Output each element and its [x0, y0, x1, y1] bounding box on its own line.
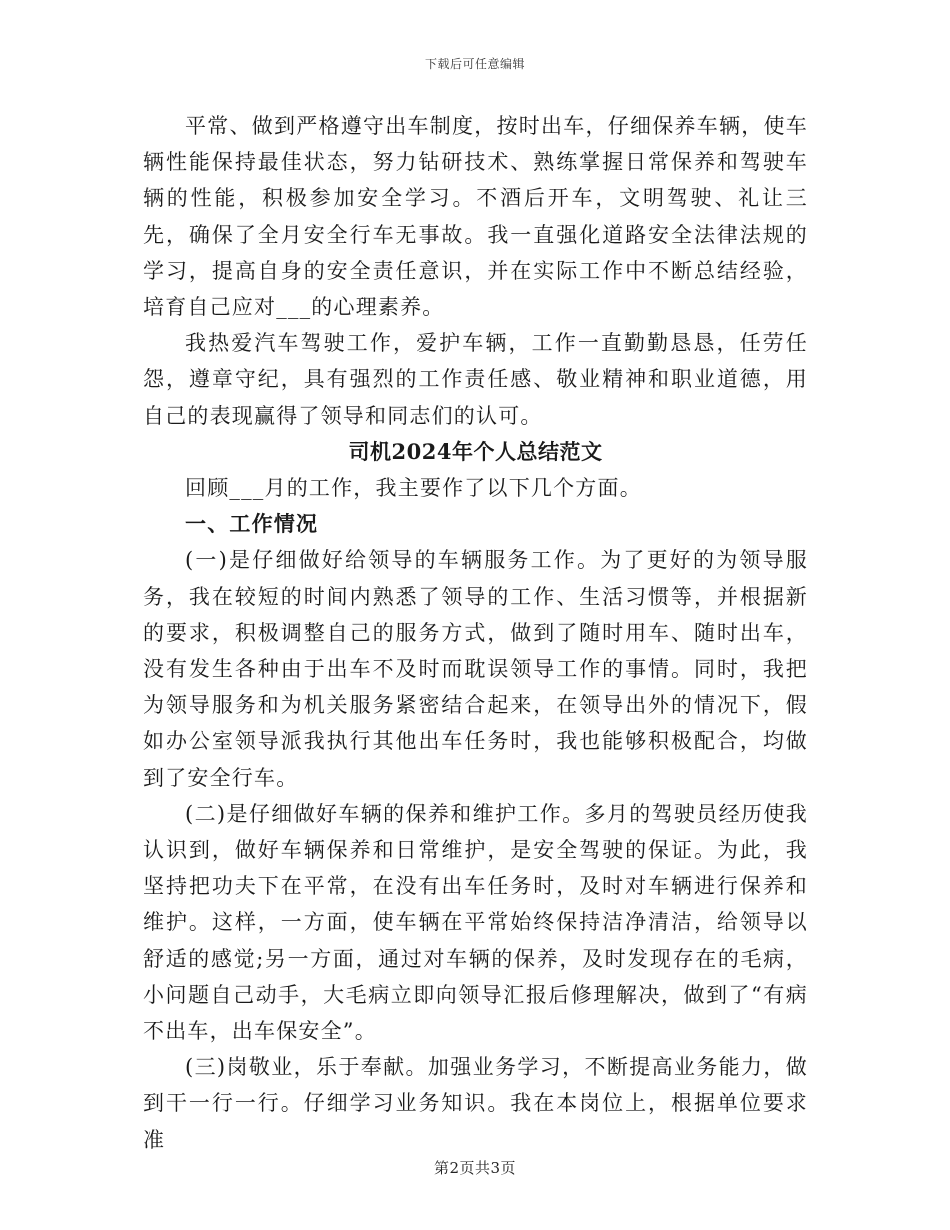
item-paragraph-1: (一)是仔细做好给领导的车辆服务工作。为了更好的为领导服务，我在较短的时间内熟悉了领导的工作、生活习惯等，并根据新的要求，积极调整自己的服务方式，做到了随时用车、随时出车，没有发生各种由于出车不及时而耽误领导工作的事情。同时，我把为领导服务和为机关服务紧密结合起来，在领导出外的情况下，假如办公室领导派我执行其他出车任务时，我也能够积极配合，均做到了安全行车。 — [143, 548, 808, 790]
intro-paragraph: 回顾___月的工作，我主要作了以下几个方面。 — [185, 476, 642, 501]
page-number-footer: 第2页共3页 — [433, 1159, 517, 1177]
paragraph-1: 平常、做到严格遵守出车制度，按时出车，仔细保养车辆，使车辆性能保持最佳状态，努力钻研技术、熟练掌握日常保养和驾驶车辆的性能，积极参加安全学习。不酒后开车，文明驾驶、礼让三先，确保了全月安全行车无事故。我一直强化道路安全法律法规的学习，提高自身的安全责任意识，并在实际工作中不断总结经验，培育自己应对___的心理素养。 — [143, 114, 808, 320]
item-paragraph-3: (三)岗敬业，乐于奉献。加强业务学习，不断提高业务能力，做到干一行一行。仔细学习业务知识。我在本岗位上，根据单位要求准 — [143, 1055, 808, 1152]
item-paragraph-2: (二)是仔细做好车辆的保养和维护工作。多月的驾驶员经历使我认识到，做好车辆保养和日常维护，是安全驾驶的保证。为此，我坚持把功夫下在平常，在没有出车任务时，及时对车辆进行保养和维护。这样，一方面，使车辆在平常始终保持洁净清洁，给领导以舒适的感觉;另一方面，通过对车辆的保养，及时发现存在的毛病，小问题自己动手，大毛病立即向领导汇报后修理解决，做到了“有病不出车，出车保安全”。 — [143, 801, 808, 1044]
sub-heading: 一、工作情况 — [185, 511, 319, 537]
paragraph-2: 我热爱汽车驾驶工作，爱护车辆，工作一直勤勤恳恳，任劳任怨，遵章守纪，具有强烈的工作责任感、敬业精神和职业道德，用自己的表现赢得了领导和同志们的认可。 — [143, 331, 808, 428]
section-title: 司机2024年个人总结范文 — [348, 438, 603, 464]
header-note: 下载后可任意编辑 — [424, 57, 525, 71]
document-body — [143, 108, 808, 1158]
